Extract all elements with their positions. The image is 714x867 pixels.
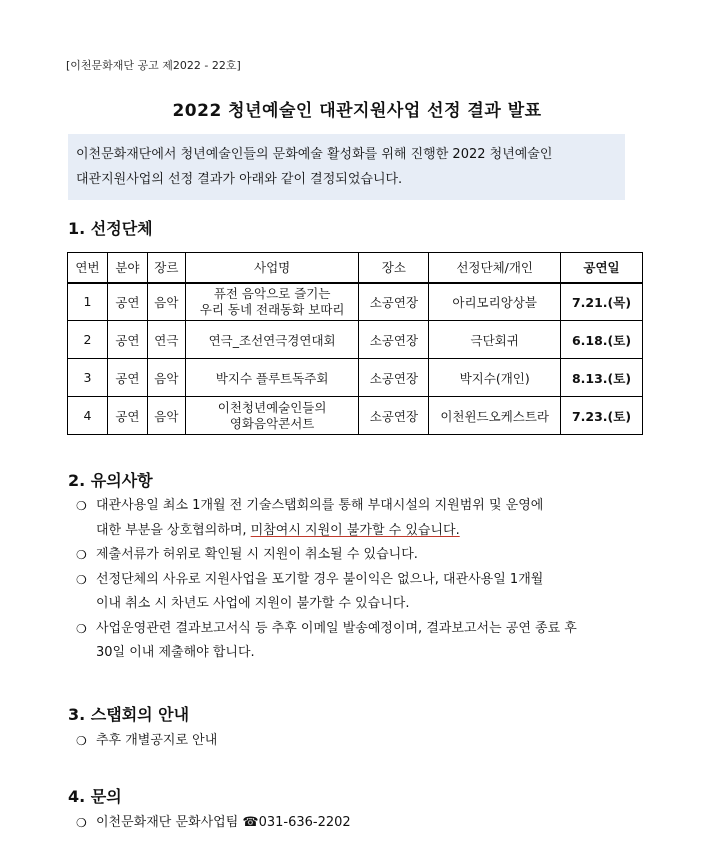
note-4-line-2: 30일 이내 제출해야 합니다. — [96, 645, 255, 660]
table-row — [68, 397, 643, 435]
list-item — [76, 494, 644, 543]
cell-genre: 연극 — [147, 321, 185, 359]
notes-list — [76, 494, 644, 666]
section4-heading: 4. 문의 — [68, 787, 122, 806]
cell-name: 박지수 플루트독주회 — [185, 359, 359, 397]
note-4-line-1: 사업운영관련 결과보고서식 등 추후 이메일 발송예정이며, 결과보고서는 공연 종료 후 — [96, 620, 577, 636]
list-item — [76, 811, 644, 836]
cell-field: 공연 — [107, 283, 147, 321]
circle-bullet-icon: ❍ — [76, 499, 87, 513]
cell-genre: 음악 — [147, 283, 185, 321]
cell-name — [185, 397, 359, 435]
note-3-line-1: 선정단체의 사유로 지원사업을 포기할 경우 불이익은 없으나, 대관사용일 1개월 — [96, 571, 544, 587]
list-item — [76, 729, 644, 754]
cell-date: 7.23.(토) — [561, 397, 643, 435]
cell-no: 1 — [68, 283, 108, 321]
cell-genre: 음악 — [147, 397, 185, 435]
table-header-row — [68, 253, 643, 283]
note-1-line-2-text: 대한 부분을 상호협의하며, — [96, 522, 251, 538]
contact-info: 이천문화재단 문화사업팀 ☎031-636-2202 — [96, 815, 351, 830]
intro-line-2: 대관지원사업의 선정 결과가 아래와 같이 결정되었습니다. — [76, 172, 403, 187]
col-header-no: 연번 — [68, 253, 108, 283]
cell-date: 8.13.(토) — [561, 359, 643, 397]
cell-field: 공연 — [107, 321, 147, 359]
cell-field: 공연 — [107, 397, 147, 435]
cell-group: 아리모리앙상블 — [429, 283, 561, 321]
cell-no: 2 — [68, 321, 108, 359]
contact-list — [76, 811, 644, 836]
cell-date: 7.21.(목) — [561, 283, 643, 321]
circle-bullet-icon: ❍ — [76, 734, 87, 748]
cell-venue: 소공연장 — [359, 397, 429, 435]
cell-field: 공연 — [107, 359, 147, 397]
cell-name-text: 이천청년예술인들의 영화음악콘서트 — [217, 399, 327, 431]
cell-venue: 소공연장 — [359, 321, 429, 359]
cell-group: 이천윈드오케스트라 — [429, 397, 561, 435]
cell-venue: 소공연장 — [359, 359, 429, 397]
col-header-field: 분야 — [107, 253, 147, 283]
cell-group: 박지수(개인) — [429, 359, 561, 397]
table-row — [68, 283, 643, 321]
circle-bullet-icon: ❍ — [76, 621, 87, 636]
notice-number: [이천문화재단 공고 제2022 - 22호] — [66, 59, 241, 72]
section3-heading: 3. 스탭회의 안내 — [68, 705, 190, 724]
section1-heading: 1. 선정단체 — [68, 219, 153, 238]
col-header-date: 공연일 — [561, 253, 643, 283]
section2-heading: 2. 유의사항 — [68, 471, 153, 490]
col-header-genre: 장르 — [147, 253, 185, 283]
list-item — [76, 543, 644, 568]
note-2: 제출서류가 허위로 확인될 시 지원이 취소될 수 있습니다. — [96, 547, 418, 562]
intro-box — [68, 134, 625, 200]
table-row — [68, 359, 643, 397]
col-header-venue: 장소 — [359, 253, 429, 283]
note-1-underlined-text: 미참여시 지원이 불가할 수 있습니다. — [250, 522, 460, 538]
cell-date: 6.18.(토) — [561, 321, 643, 359]
cell-no: 3 — [68, 359, 108, 397]
circle-bullet-icon: ❍ — [76, 572, 87, 587]
cell-group: 극단회귀 — [429, 321, 561, 359]
cell-no: 4 — [68, 397, 108, 435]
staff-meeting-note: 추후 개별공지로 안내 — [96, 733, 218, 748]
note-1-line-1: 대관사용일 최소 1개월 전 기술스탭회의를 통해 부대시설의 지원범위 및 운영에 — [96, 498, 544, 513]
staff-meeting-list — [76, 729, 644, 754]
page-title: 2022 청년예술인 대관지원사업 선정 결과 발표 — [172, 101, 542, 121]
cell-genre: 음악 — [147, 359, 185, 397]
note-1-line-2 — [96, 519, 644, 544]
cell-venue: 소공연장 — [359, 283, 429, 321]
list-item — [76, 568, 644, 617]
selection-table — [67, 252, 643, 435]
intro-line-1: 이천문화재단에서 청년예술인들의 문화예술 활성화를 위해 진행한 2022 청년예술인 — [76, 147, 553, 162]
circle-bullet-icon: ❍ — [76, 816, 87, 830]
note-3-line-2: 이내 취소 시 차년도 사업에 지원이 불가할 수 있습니다. — [96, 596, 410, 611]
table-row — [68, 321, 643, 359]
cell-name — [185, 283, 359, 321]
col-header-group: 선정단체/개인 — [429, 253, 561, 283]
col-header-name: 사업명 — [185, 253, 359, 283]
cell-name: 연극_조선연극경연대회 — [185, 321, 359, 359]
list-item — [76, 617, 644, 666]
cell-name-text: 퓨전 음악으로 즐기는 우리 동네 전래동화 보따리 — [199, 285, 345, 317]
circle-bullet-icon: ❍ — [76, 548, 87, 562]
